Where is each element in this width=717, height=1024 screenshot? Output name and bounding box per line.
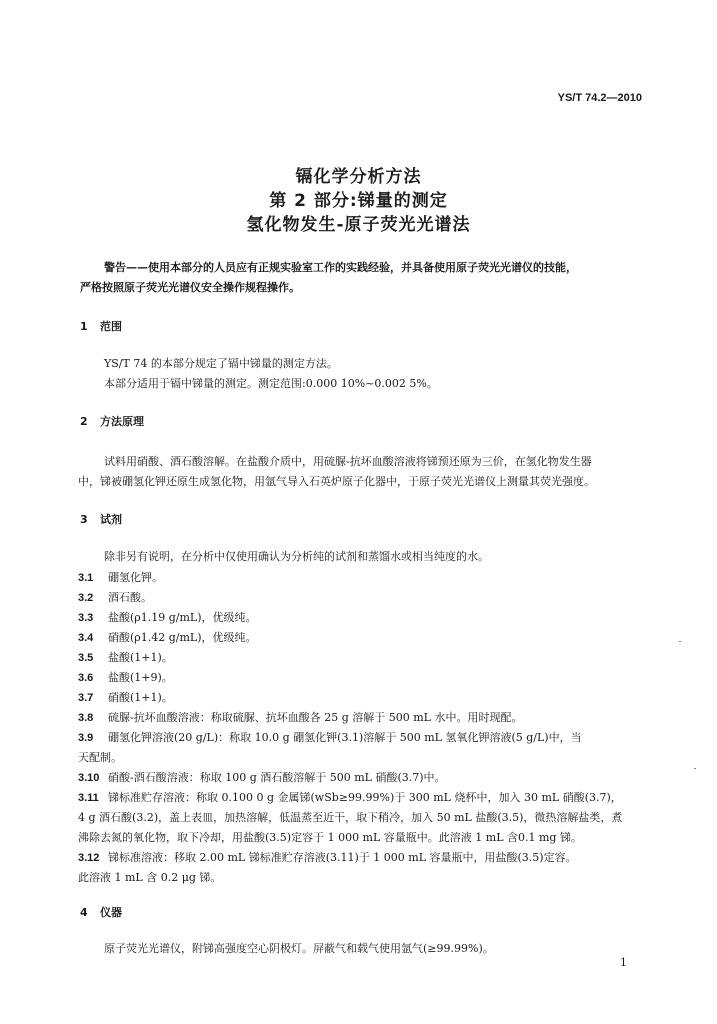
reagent-item (78, 629, 257, 645)
item-number: 3.4 (78, 632, 94, 644)
reagent-item (78, 729, 582, 745)
warning-line-2: 严格按照原子荧光光谱仪安全操作规程操作。 (80, 281, 300, 294)
title-line-3: 氢化物发生-原子荧光光谱法 (246, 215, 471, 235)
item-number: 3.3 (78, 612, 94, 624)
section-number: 3 (80, 513, 88, 526)
item-text: 盐酸(1+1)。 (108, 651, 173, 664)
reagent-item-continuation: 天配制。 (78, 751, 122, 764)
item-number: 3.12 (78, 852, 100, 864)
title-line-1: 镉化学分析方法 (295, 167, 422, 187)
item-number: 3.2 (78, 592, 94, 604)
section-3-heading (80, 511, 122, 527)
item-text: 盐酸(1+9)。 (108, 671, 173, 684)
reagent-item (78, 589, 152, 605)
reagent-item-continuation: 此溶液 1 mL 含 0.2 μg 锑。 (78, 871, 222, 884)
section-2-heading (80, 413, 144, 429)
item-text: 酒石酸。 (108, 591, 152, 604)
item-number: 3.9 (78, 732, 94, 744)
item-text: 硼氢化钾。 (108, 571, 163, 584)
reagent-item (78, 769, 446, 785)
section-1-para-1: YS/T 74 的本部分规定了镉中锑量的测定方法。 (104, 357, 338, 370)
reagent-item-continuation: 4 g 酒石酸(3.2)，盖上表皿，加热溶解，低温蒸至近干，取下稍冷，加入 50 mL 盐酸(3.5)，微热溶解盐类，煮 (78, 811, 623, 824)
section-3-intro: 除非另有说明，在分析中仅使用确认为分析纯的试剂和蒸馏水或相当纯度的水。 (104, 550, 489, 563)
section-number: 2 (80, 415, 88, 428)
item-text: 盐酸(ρ1.19 g/mL)，优级纯。 (108, 611, 257, 624)
reagent-item (78, 789, 622, 805)
section-1-heading (80, 318, 122, 334)
scan-speck (694, 768, 696, 769)
reagent-item (78, 689, 173, 705)
section-1-para-2: 本部分适用于镉中锑量的测定。测定范围:0.000 10%~0.002 5%。 (104, 377, 438, 390)
reagent-item (78, 649, 173, 665)
item-text: 锑标准贮存溶液：称取 0.100 0 g 金属锑(wSb≥99.99%)于 300 mL 烧杯中，加入 30 mL 硝酸(3.7)， (108, 791, 622, 804)
reagent-item-continuation: 沸除去氮的氧化物，取下冷却，用盐酸(3.5)定容于 1 000 mL 容量瓶中。此溶液 1 mL 含0.1 mg 锑。 (78, 831, 582, 844)
section-2-para-line-1: 试料用硝酸、酒石酸溶解。在盐酸介质中，用硫脲-抗坏血酸溶液将锑预还原为三价，在氢化物发生器 (104, 455, 592, 468)
warning-text (80, 258, 640, 298)
warning-line-1: 警告——使用本部分的人员应有正规实验室工作的实践经验，并具备使用原子荧光光谱仪的技能， (104, 261, 577, 274)
item-text: 锑标准溶液：移取 2.00 mL 锑标准贮存溶液(3.11)于 1 000 mL 容量瓶中，用盐酸(3.5)定容。 (108, 851, 577, 864)
item-number: 3.6 (78, 672, 94, 684)
section-title: 仪器 (100, 906, 122, 919)
item-number: 3.5 (78, 652, 94, 664)
item-text: 硼氢化钾溶液(20 g/L)：称取 10.0 g 硼氢化钾(3.1)溶解于 500 mL 氢氧化钾溶液(5 g/L)中，当 (108, 731, 582, 744)
item-number: 3.11 (78, 792, 99, 804)
item-text: 硝酸(1+1)。 (108, 691, 173, 704)
reagent-item (78, 609, 257, 625)
item-text: 硫脲-抗坏血酸溶液：称取硫脲、抗坏血酸各 25 g 溶解于 500 mL 水中。用时现配。 (108, 711, 523, 724)
section-title: 方法原理 (100, 415, 144, 428)
item-number: 3.10 (78, 772, 100, 784)
section-title: 范围 (100, 320, 122, 333)
reagent-item (78, 849, 577, 865)
page-number: 1 (620, 956, 627, 969)
section-2-para-line-2: 中，锑被硼氢化钾还原生成氢化物，用氩气导入石英炉原子化器中，于原子荧光光谱仪上测量其荧光强度。 (78, 475, 595, 488)
standard-code: YS/T 74.2—2010 (557, 92, 642, 104)
title-line-2: 第 2 部分:锑量的测定 (269, 191, 448, 211)
item-number: 3.8 (78, 712, 94, 724)
section-4-heading (80, 904, 122, 920)
reagent-item (78, 709, 522, 725)
section-4-para-1: 原子荧光光谱仪，附锑高强度空心阴极灯。屏蔽气和载气使用氩气(≥99.99%)。 (104, 942, 494, 955)
reagent-item (78, 669, 173, 685)
section-title: 试剂 (100, 513, 122, 526)
item-text: 硝酸(ρ1.42 g/mL)，优级纯。 (108, 631, 257, 644)
item-number: 3.7 (78, 692, 94, 704)
section-number: 4 (80, 906, 88, 919)
section-number: 1 (80, 320, 88, 333)
scan-speck (679, 641, 681, 642)
item-text: 硝酸-酒石酸溶液：称取 100 g 酒石酸溶解于 500 mL 硝酸(3.7)中。 (108, 771, 446, 784)
reagent-item (78, 569, 163, 585)
item-number: 3.1 (78, 572, 94, 584)
